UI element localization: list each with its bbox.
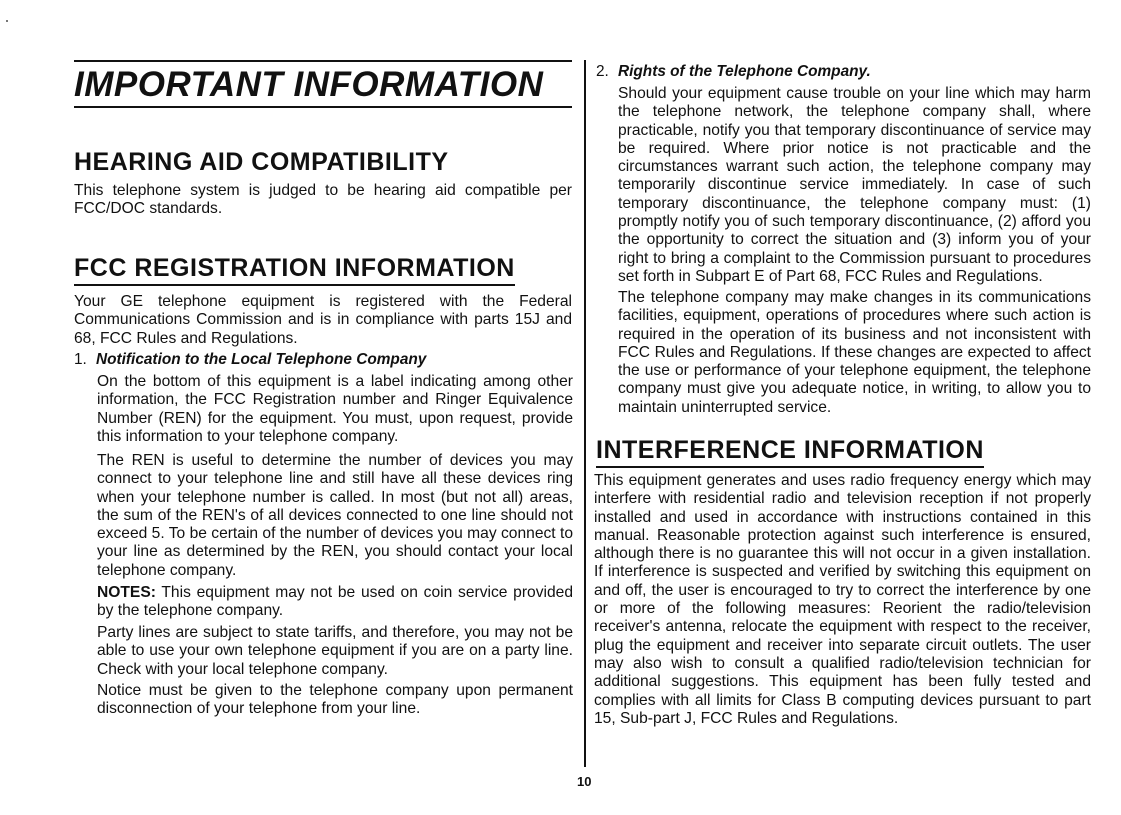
item-1-paragraph-5: Notice must be given to the telephone company upon permanent disconnection of your telephone from your line.: [97, 682, 573, 718]
fcc-intro-text: Your GE telephone equipment is registered with the Federal Communications Commission and is in compliance with parts 15J and 68, FCC Rules and Regulations.: [74, 293, 572, 347]
notes-text: This equipment may not be used on coin service provided by the telephone company.: [97, 584, 573, 620]
item-2-paragraph-1: Should your equipment cause trouble on your line which may harm the telephone network, the telephone company shall, where practicable, notify you that temporary discontinuance of service may be required. Where prior notice is not practicable and the circumstances warrant such action, the telephone company may temporarily discontinue service immediately. In case of such temporary discontinuance, the telephone company must: (1) promptly notify you of such temporary discontinuance, (2) afford you the opportunity to correct the situation and (3) inform you of your right to bring a complaint to the Commission pursuant to procedures set forth in Subpart E of Part 68, FCC Rules and Regulations.: [618, 85, 1091, 285]
item-1-notes: [97, 584, 573, 621]
page-number: 10: [577, 774, 592, 789]
item-1-title: [74, 351, 426, 369]
notes-label: NOTES:: [97, 584, 156, 601]
fcc-registration-heading: FCC REGISTRATION INFORMATION: [74, 252, 515, 286]
item-2-title: [596, 63, 871, 81]
item-1-number: 1.: [74, 351, 87, 368]
item-1-paragraph-4: Party lines are subject to state tariffs, and therefore, you may not be able to use your own telephone equipment if you are on a party line. Check with your local telephone company.: [97, 624, 573, 678]
hearing-aid-heading: HEARING AID COMPATIBILITY: [74, 148, 449, 176]
page-title: IMPORTANT INFORMATION: [74, 60, 572, 108]
item-1-title-text: Notification to the Local Telephone Company: [96, 351, 427, 368]
interference-text: This equipment generates and uses radio frequency energy which may interfere with residential radio and television reception if not properly installed and used in accordance with instructions contained in this manual. Reasonable protection against such interference is ensured, although there is no guarantee this will not occur in a given installation. If interference is suspected and verified by switching this equipment on and off, the user is encouraged to try to correct the interference by one or more of the following measures: Reorient the radio/television receiver's antenna, relocate the equipment with respect to the receiver, plug the equipment and receiver into separate circuit outlets. The user may also wish to consult a qualified radio/television technician for additional suggestions. This equipment has been fully tested and complies with all limits for Class B computing devices pursuant to part 15, Sub-part J, FCC Rules and Regulations.: [594, 472, 1091, 727]
scan-speck: [6, 20, 8, 22]
interference-heading: INTERFERENCE INFORMATION: [596, 434, 984, 468]
hearing-aid-text: This telephone system is judged to be hearing aid compatible per FCC/DOC standards.: [74, 182, 572, 218]
item-2-title-text: Rights of the Telephone Company.: [618, 63, 871, 80]
item-1-paragraph-1: On the bottom of this equipment is a label indicating among other information, the FCC Registration number and Ringer Equivalence Number (REN) for the equipment. You must, upon request, provide this information to your telephone company.: [97, 373, 573, 445]
item-2-paragraph-2: The telephone company may make changes in its communications facilities, equipment, operations of procedures where such action is required in the operation of its business and not inconsistent with FCC Rules and Regulations. If these changes are expected to affect the use or performance of your telephone equipment, the telephone company must give you adequate notice, in writing, to allow you to maintain uninterrupted service.: [618, 289, 1091, 416]
item-2-number: 2.: [596, 63, 609, 80]
column-divider: [584, 60, 586, 767]
item-1-paragraph-2: The REN is useful to determine the number of devices you may connect to your telephone line and still have all these devices ring when your telephone number is called. In most (but not all) areas, the sum of the REN's of all devices connected to one line should not exceed 5. To be certain of the number of devices you may connect to your line as determined by the REN, you should contact your local telephone company.: [97, 452, 573, 579]
